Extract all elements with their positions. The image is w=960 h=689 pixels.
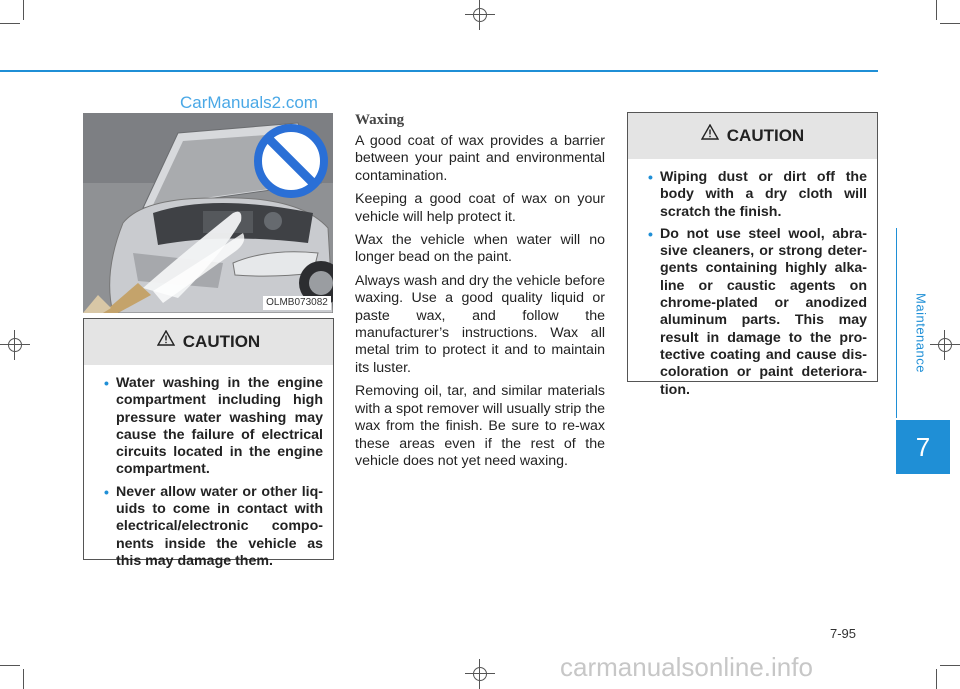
section-label-text: Maintenance [913,293,929,373]
registration-mark-left [0,330,30,360]
waxing-paragraph: Keeping a good coat of wax on your vehicle will help protect it. [355,191,605,225]
caution-list [628,159,877,414]
bullet-icon: • [104,375,109,391]
crop-mark-tr-h [940,23,960,24]
caution-item [648,226,867,399]
waxing-paragraph: Removing oil, tar, and similar materials with a spot remover will usually strip the wax from the finish. Be sure to re-wax these areas even if the rest of the vehicle does not yet need waxing. [355,383,605,469]
chapter-tab: 7 [896,420,950,474]
caution-item-text: Wiping dust or dirt off the body with a dry cloth will scratch the finish. [660,169,867,220]
crop-mark-tr-v [936,0,937,20]
photo-code-label: OLMB073082 [263,296,331,310]
bullet-icon: • [104,483,109,500]
caution-header [628,113,877,159]
caution-item [648,169,867,221]
crop-mark-bl-h [0,665,20,666]
footer-watermark: carmanualsonline.info [560,652,813,682]
bullet-icon: • [648,169,653,185]
page-number: 7-95 [830,626,857,641]
caution-header [84,319,333,365]
waxing-paragraph: Always wash and dry the vehicle before waxing. Use a good quality liquid or paste wax, and follow the manufacturer’s instructions. Wax all metal trim to protect it and to maintain its luster. [355,272,605,376]
registration-mark-top [465,0,495,30]
caution-box-engine-wash [83,318,334,569]
crop-mark-bl-v [23,669,24,689]
crop-mark-tl-v [23,0,24,20]
caution-title: CAUTION [182,332,261,351]
caution-item-text: Do not use steel wool, abrasive cleaners, or strong detergents containing highly alkaline or caustic agents on chrome-plated or anodized aluminum parts. This may result in damage to the protective coating and cause discoloration or paint deterioration. [660,225,867,398]
sidebar-rule [896,228,897,418]
header-rule [0,70,878,72]
caution-item-text: Never allow water or other liquids to come in contact with electrical/electronic components inside the vehicle as this may damage them. [116,483,323,569]
warning-triangle-icon [701,124,719,145]
warning-triangle-icon [157,330,175,351]
caution-item [104,484,323,570]
waxing-section [355,112,605,476]
crop-mark-br-v [936,669,937,689]
section-label [910,258,932,408]
engine-wash-illustration [83,113,333,313]
waxing-paragraph: Wax the vehicle when water will no longer bead on the paint. [355,232,605,266]
registration-mark-bottom [465,659,495,689]
watermark-link[interactable]: CarManuals2.com [180,93,318,112]
bullet-icon: • [648,225,653,242]
caution-item [104,375,323,479]
registration-mark-right [930,330,960,360]
crop-mark-tl-h [0,23,20,24]
caution-box-waxing [627,112,878,398]
caution-list [84,365,333,585]
waxing-paragraph: A good coat of wax provides a barrier between your paint and environmental contamination. [355,133,605,184]
engine-wash-photo [83,113,333,313]
waxing-heading: Waxing [355,112,405,128]
caution-item-text: Water washing in the engine compartment including high pressure water washing may cause the failure of electrical circuits located in the engine compartment. [116,375,323,478]
crop-mark-br-h [940,665,960,666]
caution-title: CAUTION [726,126,805,145]
